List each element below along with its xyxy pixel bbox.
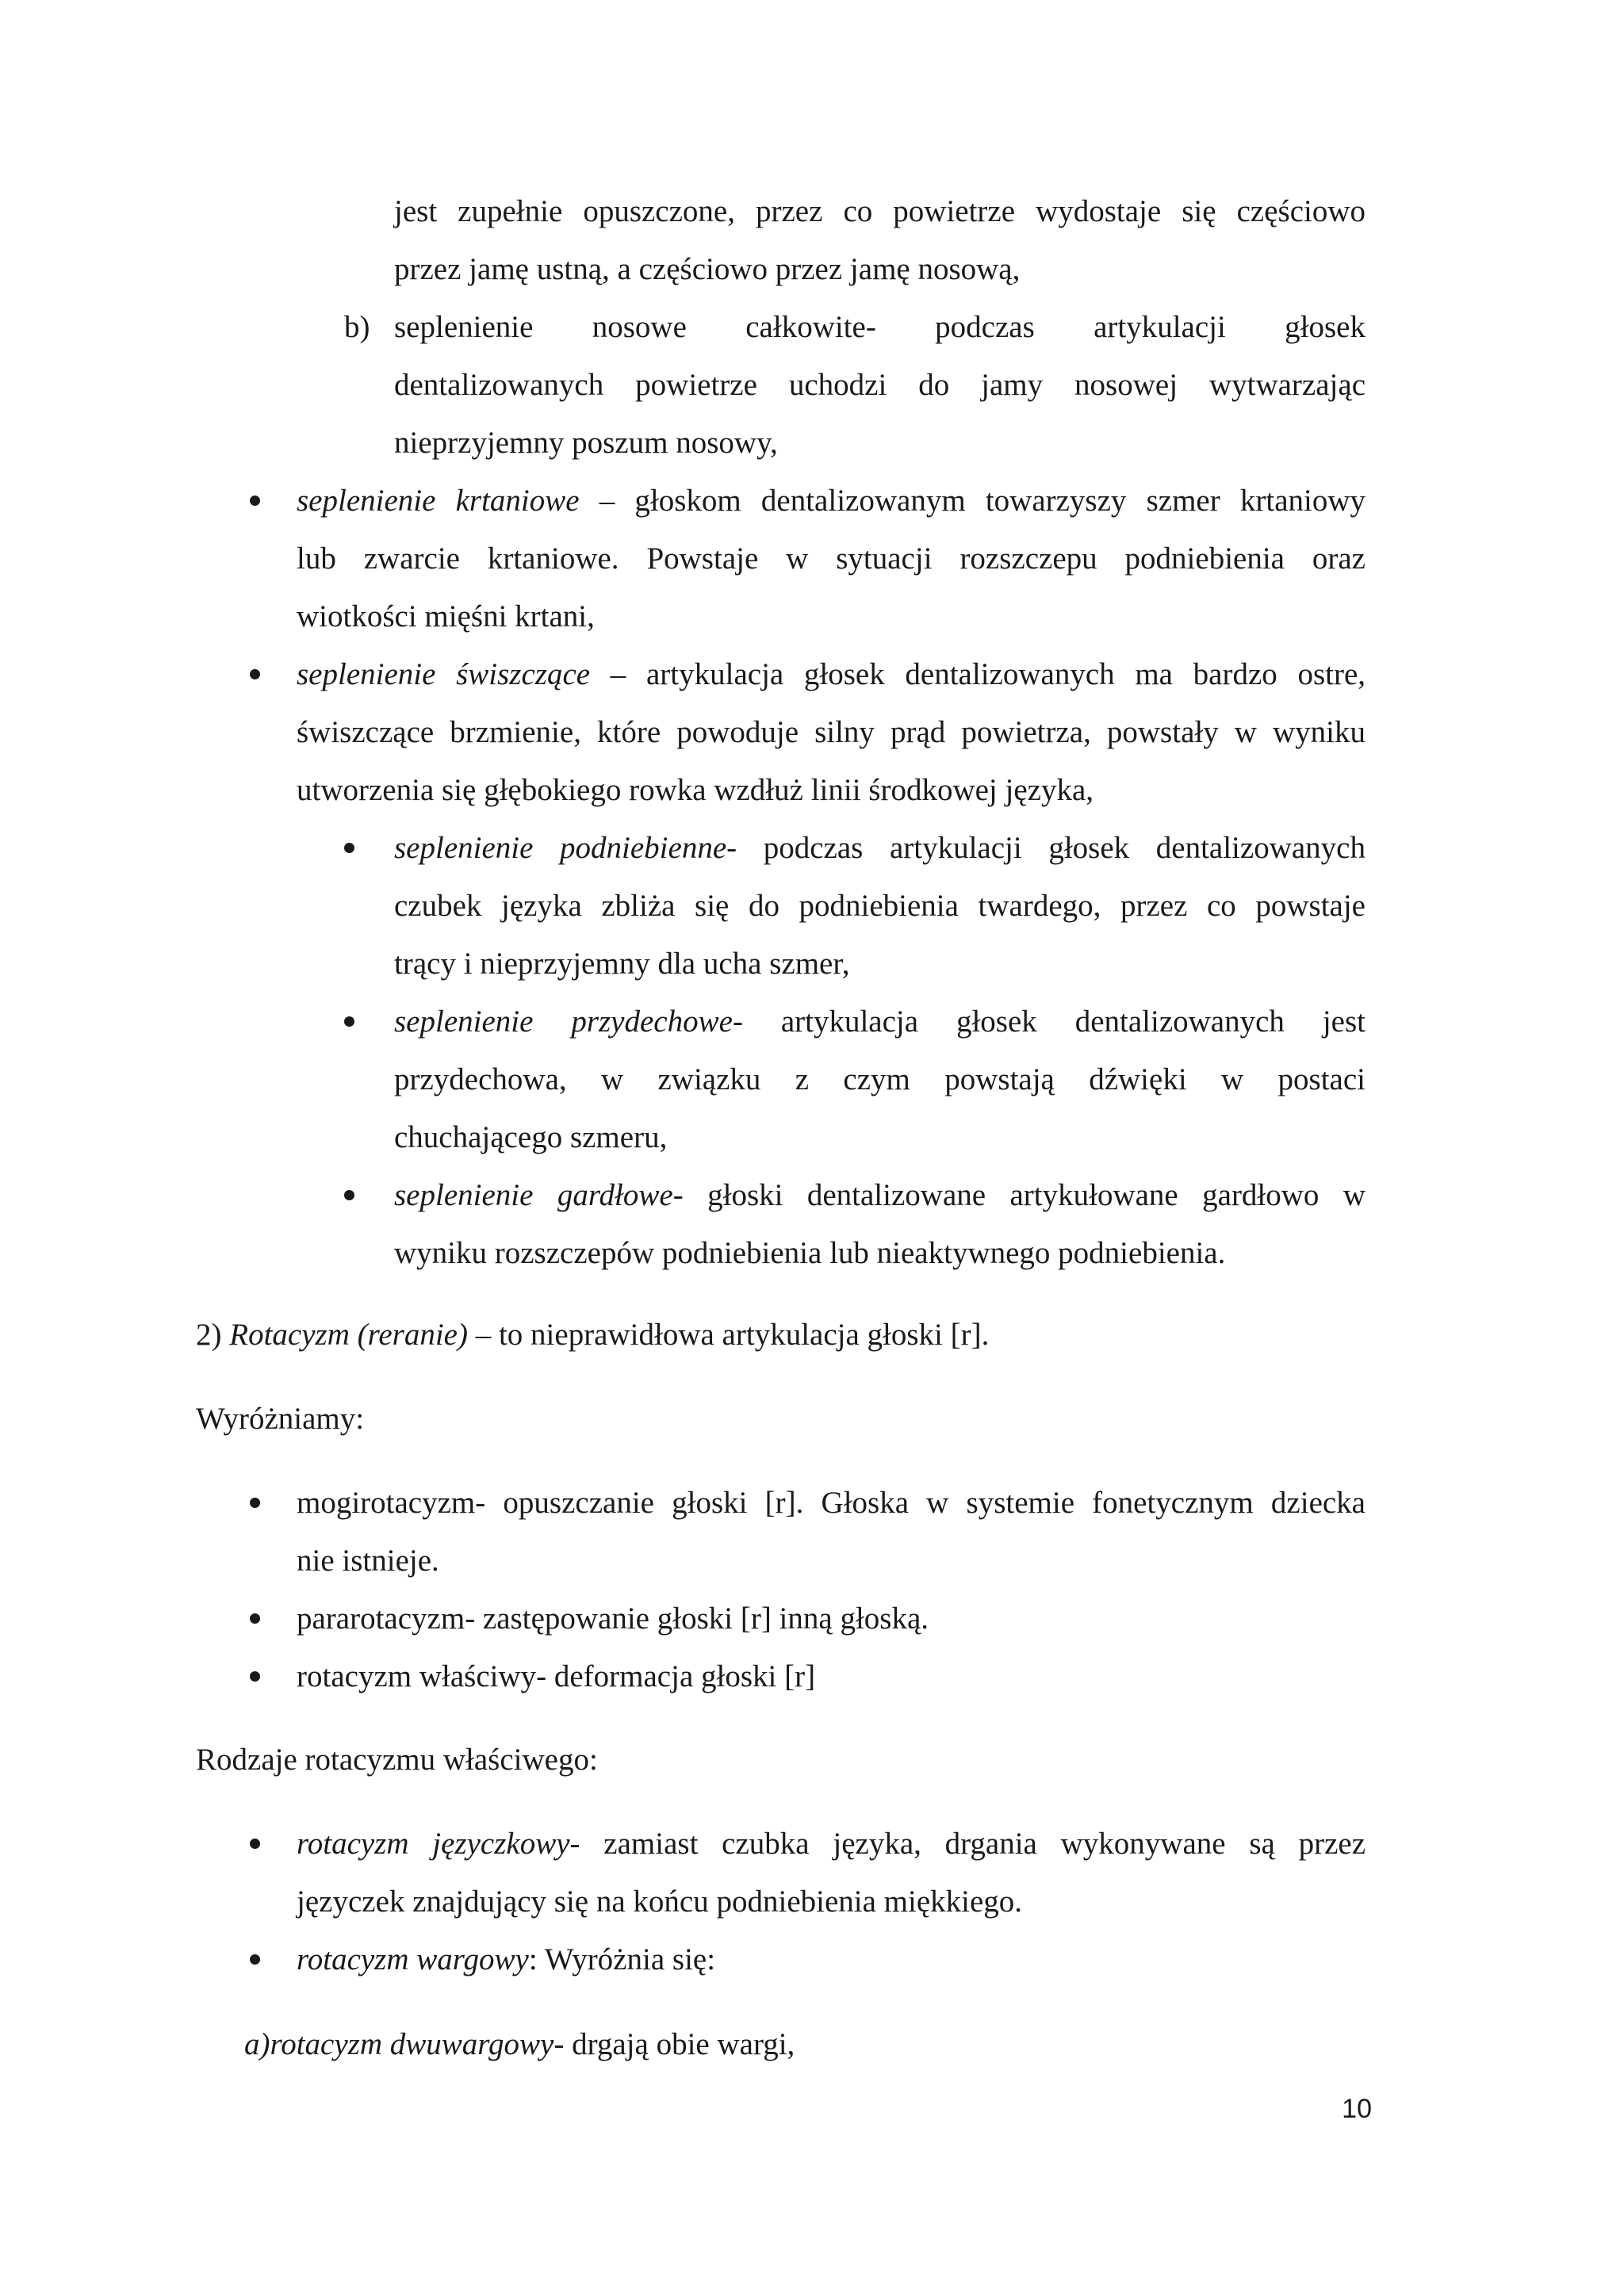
bullet-icon (344, 1190, 354, 1200)
rodzaje-label: Rodzaje rotacyzmu właściwego: (196, 1743, 598, 1777)
rotacyzm-heading (196, 1316, 989, 1354)
przydechowe-line2: przydechowa, w związku z czym powstają dźwięki w postaci (394, 1062, 1365, 1096)
podniebienne-line3: trący i nieprzyjemny dla ucha szmer, (394, 947, 850, 981)
przydechowe-line1 (394, 1003, 1365, 1041)
swiszczace-term: seplenienie świszczące (297, 657, 591, 691)
podniebienne-line2: czubek języka zbliża się do podniebienia twardego, przez co powstaje (394, 889, 1365, 923)
dwuwargowy-term: a)rotacyzm dwuwargowy (244, 2027, 554, 2061)
mogirotacyzm-line1: mogirotacyzm- opuszczanie głoski [r]. Głoska w systemie fonetycznym dziecka (297, 1486, 1365, 1520)
rotacyzm-number: 2) (196, 1318, 230, 1352)
swiszczace-line1 (297, 656, 1365, 694)
gardlowe-line1 (394, 1177, 1365, 1215)
page-number: 10 (1342, 2094, 1372, 2124)
rotacyzm-term: Rotacyzm (reranie) (229, 1318, 468, 1352)
bullet-icon (344, 843, 354, 853)
rotacyzm-definition: – to nieprawidłowa artykulacja głoski [r]. (467, 1318, 990, 1352)
krtaniowe-line1-text: – głoskom dentalizowanym towarzyszy szmer krtaniowy (579, 484, 1365, 518)
bullet-icon (344, 1016, 354, 1027)
mogirotacyzm-line2: nie istnieje. (297, 1544, 439, 1578)
list-b-line1: seplenienie nosowe całkowite- podczas artykulacji głosek (394, 310, 1365, 344)
podniebienne-line1 (394, 829, 1365, 867)
przydechowe-term: seplenienie przydechowe (394, 1004, 733, 1039)
list-a-continuation-line2: przez jamę ustną, a częściowo przez jamę nosową, (394, 252, 1021, 286)
jezyczkowy-line1 (297, 1825, 1365, 1863)
gardlowe-line2: wyniku rozszczepów podniebienia lub nieaktywnego podniebienia. (394, 1236, 1226, 1270)
gardlowe-term: seplenienie gardłowe (394, 1178, 673, 1212)
list-b-marker: b) (344, 310, 370, 344)
list-b-line2: dentalizowanych powietrze uchodzi do jamy nosowej wytwarzając (394, 368, 1365, 402)
podniebienne-line1-text: - podczas artykulacji głosek dentalizowanych (726, 831, 1365, 865)
wyrozniamy-label: Wyróżniamy: (196, 1402, 365, 1436)
przydechowe-line1-text: - artykulacja głosek dentalizowanych jest (732, 1004, 1365, 1039)
bullet-icon (250, 669, 260, 679)
wargowy-text: : Wyróżnia się: (528, 1942, 716, 1976)
krtaniowe-term: seplenienie krtaniowe (297, 484, 580, 518)
jezyczkowy-line2: języczek znajdujący się na końcu podniebienia miękkiego. (297, 1885, 1023, 1919)
krtaniowe-line1 (297, 482, 1365, 520)
dwuwargowy-line (244, 2026, 795, 2064)
list-b-line3: nieprzyjemny poszum nosowy, (394, 426, 778, 460)
wargowy-line (297, 1941, 715, 1979)
bullet-icon (250, 1671, 260, 1682)
bullet-icon (250, 1839, 260, 1849)
dwuwargowy-text: - drgają obie wargi, (553, 2027, 795, 2061)
podniebienne-term: seplenienie podniebienne (394, 831, 727, 865)
bullet-icon (250, 496, 260, 506)
bullet-icon (250, 1613, 260, 1624)
pararotacyzm-line: pararotacyzm- zastępowanie głoski [r] inną głoską. (297, 1601, 929, 1636)
krtaniowe-line3: wiotkości mięśni krtani, (297, 599, 595, 633)
krtaniowe-line2: lub zwarcie krtaniowe. Powstaje w sytuacji rozszczepu podniebienia oraz (297, 541, 1365, 576)
przydechowe-line3: chuchającego szmeru, (394, 1120, 668, 1154)
rotacyzm-wlasciwy-line: rotacyzm właściwy- deformacja głoski [r] (297, 1659, 816, 1693)
swiszczace-line1-text: – artykulacja głosek dentalizowanych ma bardzo ostre, (590, 657, 1365, 691)
bullet-icon (250, 1498, 260, 1508)
jezyczkowy-line1-text: - zamiast czubka języka, drgania wykonywane są przez (569, 1827, 1366, 1861)
gardlowe-line1-text: - głoski dentalizowane artykułowane gardłowo w (672, 1178, 1365, 1212)
swiszczace-line3: utworzenia się głębokiego rowka wzdłuż linii środkowej języka, (297, 773, 1094, 807)
swiszczace-line2: świszczące brzmienie, które powoduje silny prąd powietrza, powstały w wyniku (297, 715, 1365, 749)
list-a-continuation-line1: jest zupełnie opuszczone, przez co powietrze wydostaje się częściowo (394, 194, 1365, 228)
wargowy-term: rotacyzm wargowy (297, 1942, 529, 1976)
bullet-icon (250, 1954, 260, 1965)
jezyczkowy-term: rotacyzm języczkowy (297, 1827, 570, 1861)
